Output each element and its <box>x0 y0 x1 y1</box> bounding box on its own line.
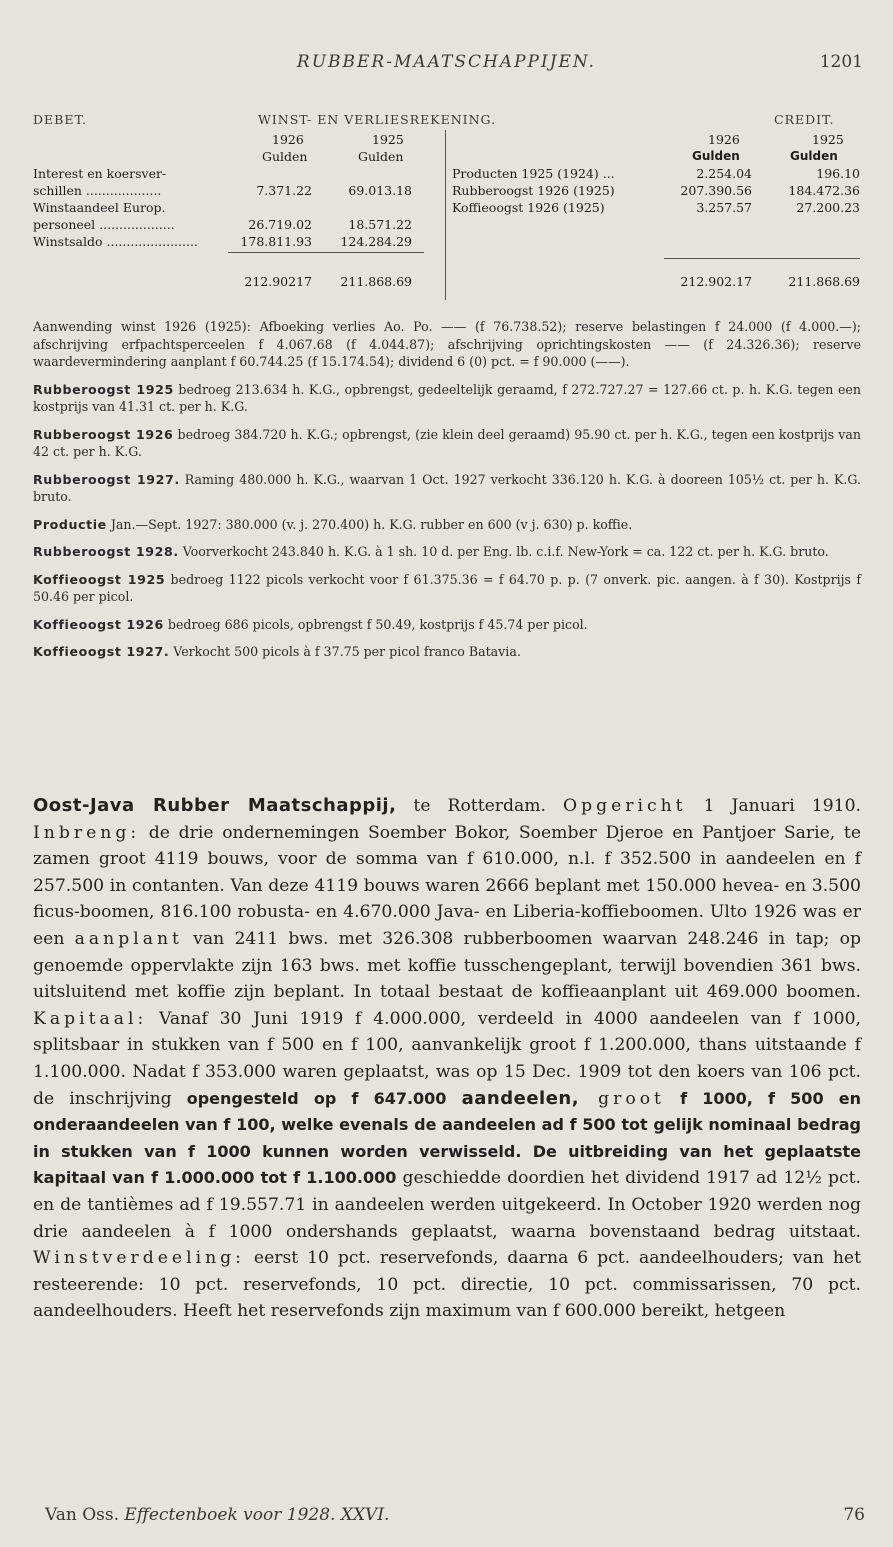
credit-total: 212.902.17 <box>680 274 752 289</box>
company-name: Oost-Java Rubber Maatschappij, <box>33 795 397 816</box>
credit-value: 184.472.36 <box>788 183 860 198</box>
debit-total: 212.90217 <box>244 274 312 289</box>
credit-row-label: Rubberoogst 1926 (1925) <box>452 183 615 198</box>
paragraph: Koffieoogst 1925 bedroeg 1122 picols verkocht voor f 61.375.36 = f 64.70 p. p. (7 onverk. pic. aangen. à f 30). Kostprijs f 50.46 per picol. <box>33 571 861 604</box>
keyword: Rubberoogst 1926 <box>33 426 174 442</box>
credit-value: 207.390.56 <box>680 183 752 198</box>
paragraph: Rubberoogst 1926 bedroeg 384.720 h. K.G.; opbrengst, (zie klein deel geraamd) 95.90 ct. per h. K.G., tegen een kostprijs van 42 ct. per h. K.G. <box>33 426 861 459</box>
credit-row-label: Producten 1925 (1924) ... <box>452 166 615 181</box>
credit-row-label: Koffieoogst 1926 (1925) <box>452 200 605 215</box>
keyword: Kapitaal: <box>33 1008 148 1029</box>
credit-total: 211.868.69 <box>788 274 860 289</box>
keyword: Rubberoogst 1927. <box>33 471 180 487</box>
keyword: Opgericht <box>563 796 687 816</box>
running-head-title: RUBBER-MAATSCHAPPIJEN. <box>296 52 597 72</box>
keyword: Koffieoogst 1925 <box>33 571 166 587</box>
credit-label: CREDIT. <box>774 112 835 127</box>
debit-total: 211.868.69 <box>340 274 412 289</box>
debit-row-label: Interest en koersver- <box>33 166 167 181</box>
keyword: Koffieoogst 1926 <box>33 616 164 632</box>
paragraph: Productie Jan.—Sept. 1927: 380.000 (v. j. 270.400) h. K.G. rubber en 600 (v j. 630) p. koffie. <box>33 516 633 532</box>
keyword: Koffieoogst 1927. <box>33 644 170 659</box>
debit-row-label: personeel ................... <box>33 217 175 232</box>
debit-rule <box>228 252 424 253</box>
credit-value: 2.254.04 <box>696 166 752 181</box>
debit-unit-1926: Gulden <box>262 149 308 164</box>
paragraph: Koffieoogst 1926 bedroeg 686 picols, opbrengst f 50.49, kostprijs f 45.74 per picol. <box>33 616 588 632</box>
keyword: Rubberoogst 1928. <box>33 544 179 559</box>
footer-signature: 76 <box>843 1505 865 1525</box>
debit-value: 26.719.02 <box>248 217 312 232</box>
footer-source: Van Oss. Effectenboek voor 1928. XXVI. <box>45 1505 390 1525</box>
debit-value: 178.811.93 <box>240 234 312 249</box>
debit-row-label: Winstaandeel Europ. <box>33 200 166 215</box>
debit-value: 7.371.22 <box>256 183 312 198</box>
credit-value: 27.200.23 <box>796 200 860 215</box>
credit-year-1925: 1925 <box>812 132 844 147</box>
running-head <box>0 52 893 78</box>
credit-value: 3.257.57 <box>696 200 752 215</box>
credit-unit-1925: Gulden <box>790 149 838 163</box>
credit-year-1926: 1926 <box>708 132 740 147</box>
small-print-section <box>33 318 861 671</box>
paragraph: Rubberoogst 1928. Voorverkocht 243.840 h. K.G. à 1 sh. 10 d. per Eng. lb. c.i.f. New-York = ca. 122 ct. per h. K.G. bruto. <box>33 544 829 559</box>
ledger-divider <box>445 130 446 300</box>
debit-value: 18.571.22 <box>348 217 412 232</box>
paragraph: Koffieoogst 1927. Verkocht 500 picols à f 37.75 per picol franco Batavia. <box>33 644 521 659</box>
paragraph: Rubberoogst 1925 bedroeg 213.634 h. K.G., opbrengst, gedeeltelijk geraamd, f 272.727.27 = 127.66 ct. p. h. K.G. tegen een kostprijs van 41.31 ct. per h. K.G. <box>33 381 861 414</box>
keyword: Winstverdeeling: <box>33 1248 245 1269</box>
keyword: aanplant <box>74 928 183 949</box>
debit-value: 69.013.18 <box>348 183 412 198</box>
keyword: aandeelen, <box>461 1087 580 1109</box>
debit-label: DEBET. <box>33 112 87 127</box>
profit-loss-account <box>0 112 893 292</box>
credit-rule <box>664 258 860 259</box>
keyword: Inbreng: <box>33 822 141 843</box>
debit-row-label: schillen ................... <box>33 183 162 198</box>
profit-appropriation: Aanwending winst 1926 (1925): Afboeking verlies Ao. Po. —— (f 76.738.52); reserve belastingen f 24.000 (f 4.000.—); afschrijving erfpachtsperceelen f 4.067.68 (f 4.044.87); afschrijving oprichtingskosten —— (f 24.326.36); reserve waardevermindering aanplant f 60.744.25 (f 15.174.54); dividend 6 (0) pct. = f 90.000 (——). <box>33 319 861 369</box>
keyword: Productie <box>33 516 107 532</box>
debit-unit-1925: Gulden <box>358 149 404 164</box>
debit-row-label: Winstsaldo ....................... <box>33 234 198 249</box>
ledger-title: WINST- EN VERLIESREKENING. <box>258 112 497 127</box>
keyword: Rubberoogst 1925 <box>33 381 174 397</box>
debit-year-1925: 1925 <box>372 132 404 147</box>
debit-value: 124.284.29 <box>340 234 412 249</box>
paragraph: Rubberoogst 1927. Raming 480.000 h. K.G., waarvan 1 Oct. 1927 verkocht 336.120 h. K.G. à dooreen 105½ ct. per h. K.G. bruto. <box>33 471 862 504</box>
credit-unit-1926: Gulden <box>692 149 740 163</box>
company-entry: Oost-Java Rubber Maatschappij, te Rotterdam. Opgericht 1 Januari 1910. Inbreng: de drie ondernemingen Soember Bokor, Soember Djeroe en Pantjoer Sarie, te zamen groot 4119 bouws, voor de somma van f 610.000, n.l. f 352.500 in aandeelen en f 257.500 in contanten. Van deze 4119 bouws waren 2666 beplant met 150.000 hevea- en 3.500 ficus-boomen, 816.100 robusta- en 4.670.000 Java- en Liberia-koffieboomen. Ulto 1926 was er een aanplant van 2411 bws. met 326.308 rubberboomen waarvan 248.246 in tap; op genoemde oppervlakte zijn 163 bws. met koffie tusschengeplant, terwijl bovendien 361 bws. uitsluitend met koffie zijn beplant. In totaal bestaat de koffieaanplant uit 469.000 boomen. Kapitaal: Vanaf 30 Juni 1919 f 4.000.000, verdeeld in 4000 aandeelen van f 1000, splitsbaar in stukken van f 500 en f 100, aanvankelijk groot f 1.200.000, thans uitstaande f 1.100.000. Nadat f 353.000 waren geplaatst, was op 15 Dec. 1909 tot den koers van 106 pct. de inschrijving opengesteld op f 647.000 aandeelen, groot f 1000, f 500 en onderaandeelen van f 100, welke evenals de aandeelen ad f 500 tot gelijk nominaal bedrag in stukken van f 1000 kunnen worden verwisseld. De uitbreiding van het geplaatste kapitaal van f 1.000.000 tot f 1.100.000 geschiedde doordien het dividend 1917 ad 12½ pct. en de tantièmes ad f 19.557.71 in aandeelen werden uitgekeerd. In October 1920 werden nog drie aandeelen à f 1000 ondershands geplaatst, waarna bovenstaand bedrag uitstaat. Winstverdeeling: eerst 10 pct. reservefonds, daarna 6 pct. aandeelhouders; van het resteerende: 10 pct. reservefonds, 10 pct. directie, 10 pct. commissarissen, 70 pct. aandeelhouders. Heeft het reservefonds zijn maximum van f 600.000 bereikt, hetgeen <box>33 795 862 1322</box>
page-number: 1201 <box>819 52 863 72</box>
credit-value: 196.10 <box>816 166 860 181</box>
debit-year-1926: 1926 <box>272 132 304 147</box>
